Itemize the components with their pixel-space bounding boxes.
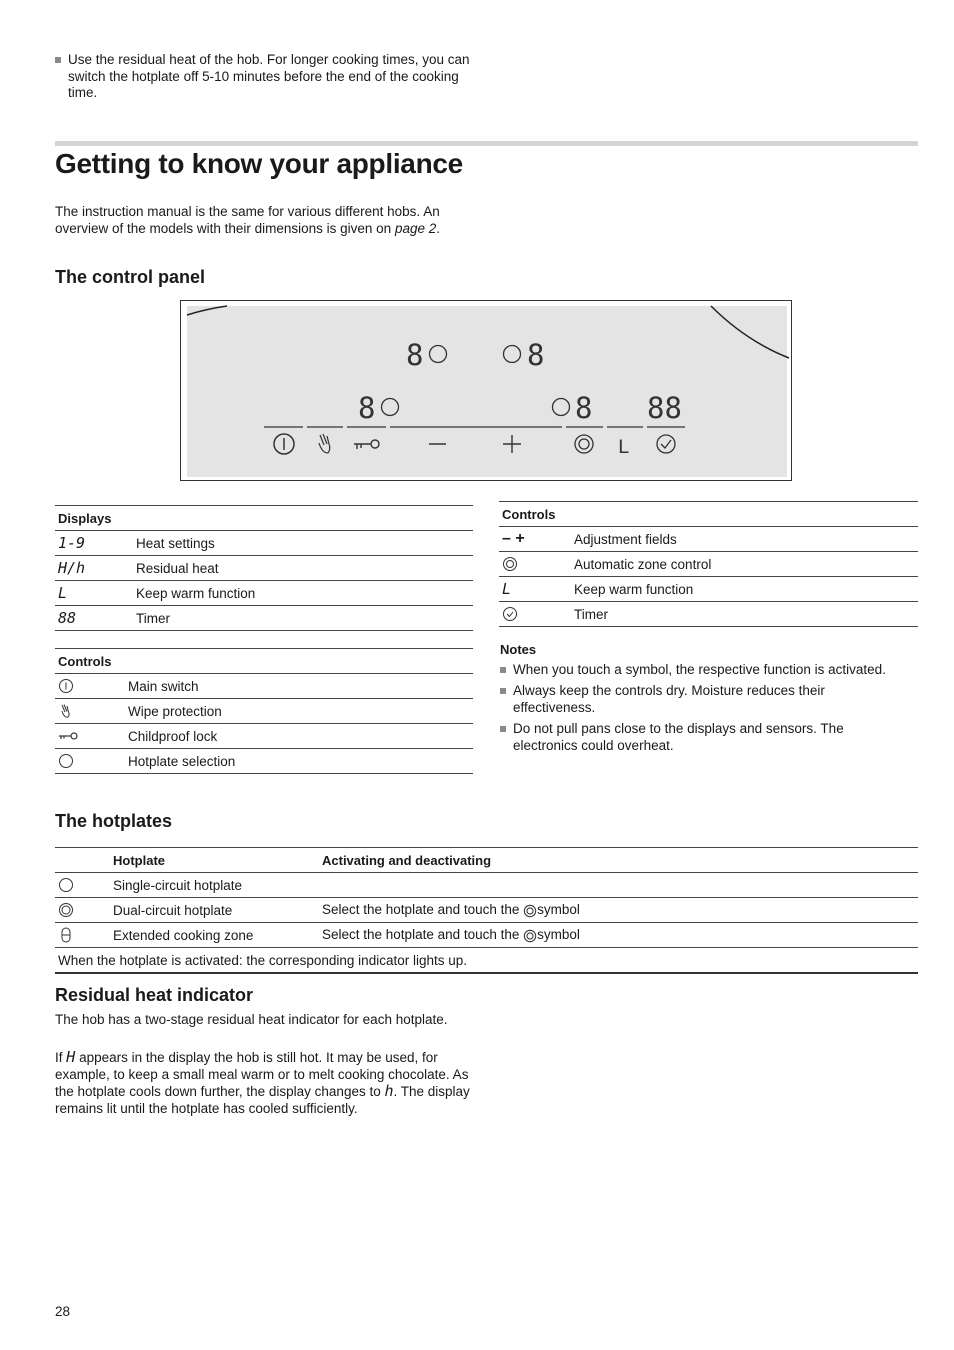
bullet-icon — [55, 57, 61, 63]
row-label: Main switch — [125, 674, 473, 699]
residual-paragraph-2: If H appears in the display the hob is still hot. It may be used, for example, to keep a small meal warm or to melt cooking chocolate. As the hotplate cools down further, the display changes to h. The display remains lit until the hotplate has cooled sufficiently. — [55, 1048, 470, 1116]
table-row — [55, 898, 918, 923]
page-title: Getting to know your appliance — [55, 148, 463, 179]
hotplates-table — [55, 847, 918, 974]
row-label: Timer — [571, 602, 918, 627]
dual-ring-icon — [502, 556, 518, 572]
hotplates-footer: When the hotplate is activated: the corresponding indicator lights up. — [55, 948, 918, 974]
display-rear-right-digit: 8 — [527, 338, 545, 372]
bullet-icon — [500, 667, 506, 673]
notes-heading: Notes — [500, 642, 537, 657]
page-ref[interactable]: page 2 — [394, 220, 437, 236]
row-label: Keep warm function — [133, 581, 473, 606]
table-row — [499, 577, 918, 602]
row-label: Keep warm function — [571, 577, 918, 602]
intro-text: The instruction manual is the same for various different hobs. An overview of the models with their dimensions is given on — [55, 204, 440, 236]
table-row — [55, 873, 918, 898]
wipe-hand-icon — [58, 703, 74, 719]
table-row — [55, 724, 473, 749]
extended-zone-icon — [58, 927, 74, 943]
residual-paragraph-1: The hob has a two-stage residual heat indicator for each hotplate. — [55, 1012, 448, 1027]
table-row — [55, 606, 473, 631]
table-row — [55, 699, 473, 724]
dual-circle-icon — [58, 902, 74, 918]
action-suffix: symbol — [537, 902, 580, 918]
control-panel-illustration — [180, 300, 792, 481]
table-row — [499, 552, 918, 577]
row-label: Automatic zone control — [571, 552, 918, 577]
col-hotplate: Hotplate — [110, 848, 319, 873]
residual-symbol-h-lower: h — [384, 1082, 394, 1100]
control-panel-heading: The control panel — [55, 267, 206, 287]
bullet-icon — [500, 726, 506, 732]
intro-bullet — [55, 52, 488, 102]
power-icon — [58, 678, 74, 694]
control-panel-drawing — [181, 301, 793, 482]
hotplate-name: Extended cooking zone — [110, 923, 319, 948]
title-rule — [55, 141, 918, 146]
row-label: Heat settings — [133, 531, 473, 556]
table-row — [55, 531, 473, 556]
residual-heading: Residual heat indicator — [55, 985, 254, 1005]
symbol-timer: 88 — [55, 606, 133, 631]
intro-bullet-text: Use the residual heat of the hob. For longer cooking times, you can switch the hotplate off 5-10 minutes before the end of the cooking time. — [68, 52, 470, 100]
intro-paragraph: The instruction manual is the same for various different hobs. An overview of the models with their dimensions is given on page 2. — [55, 204, 440, 236]
controls-table-right — [499, 501, 918, 627]
dual-ring-icon — [523, 929, 537, 943]
residual-symbol-h-upper: H — [66, 1048, 76, 1066]
row-label: Childproof lock — [125, 724, 473, 749]
page-number: 28 — [55, 1304, 71, 1319]
table-row — [55, 581, 473, 606]
keep-warm-symbol: L — [499, 577, 571, 602]
row-label: Timer — [133, 606, 473, 631]
row-label: Hotplate selection — [125, 749, 473, 774]
keep-warm-icon: L — [618, 436, 629, 458]
col-activating: Activating and deactivating — [319, 848, 918, 873]
action-text: Select the hotplate and touch the — [322, 927, 520, 943]
table-row — [55, 674, 473, 699]
note-item: Always keep the controls dry. Moisture reduces their effectiveness. — [500, 683, 900, 716]
displays-table — [55, 505, 473, 631]
hotplates-heading: The hotplates — [55, 811, 173, 831]
symbol-keep-warm: L — [55, 581, 133, 606]
timer-icon — [502, 606, 518, 622]
hotplate-name: Dual-circuit hotplate — [110, 898, 319, 923]
displays-header: Displays — [55, 506, 473, 531]
symbol-heat-settings: 1-9 — [55, 531, 133, 556]
bullet-icon — [500, 688, 506, 694]
note-item: Do not pull pans close to the displays and sensors. The electronics could overheat. — [500, 721, 900, 754]
dual-ring-icon — [523, 904, 537, 918]
table-row — [55, 923, 918, 948]
controls-table-left — [55, 648, 473, 774]
action-text: Select the hotplate and touch the — [322, 902, 520, 918]
table-row — [499, 602, 918, 627]
hotplate-name: Single-circuit hotplate — [110, 873, 319, 898]
row-label: Wipe protection — [125, 699, 473, 724]
row-label: Residual heat — [133, 556, 473, 581]
symbol-residual-heat: H/h — [55, 556, 133, 581]
controls-header-right: Controls — [499, 502, 918, 527]
table-footer-row — [55, 948, 918, 974]
row-label: Adjustment fields — [571, 527, 918, 552]
key-icon — [58, 728, 78, 744]
adjustment-symbol: – + — [499, 527, 571, 552]
display-rear-left-digit: 8 — [406, 338, 424, 372]
display-front-left-digit: 8 — [358, 391, 376, 425]
controls-header: Controls — [55, 649, 473, 674]
table-row — [499, 527, 918, 552]
table-row — [55, 556, 473, 581]
notes — [500, 642, 900, 754]
display-front-right-digit: 8 — [575, 391, 593, 425]
note-item: When you touch a symbol, the respective function is activated. — [500, 662, 900, 679]
action-suffix: symbol — [537, 927, 580, 943]
circle-icon — [58, 753, 74, 769]
single-circle-icon — [58, 877, 74, 893]
timer-display: 88 — [647, 391, 682, 425]
table-row — [55, 749, 473, 774]
